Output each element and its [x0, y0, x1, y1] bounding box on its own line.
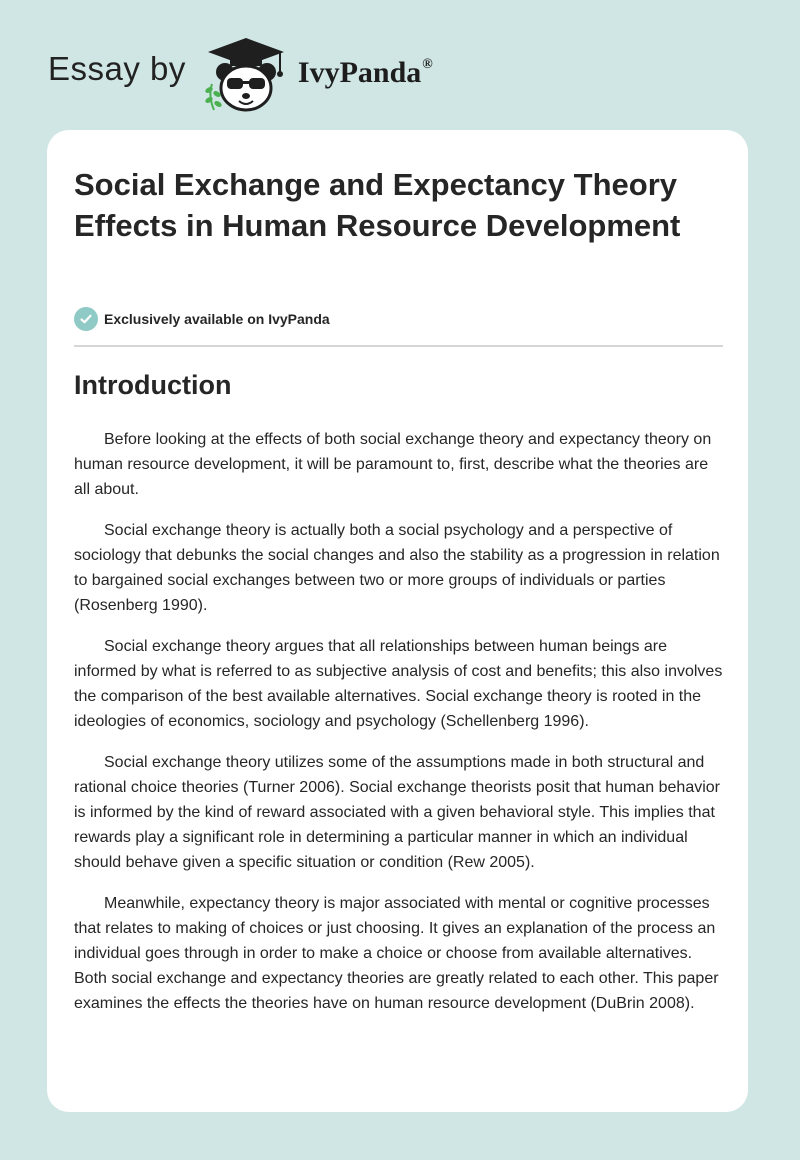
- brand-name[interactable]: IvyPanda®: [297, 56, 433, 89]
- paragraph: Social exchange theory argues that all relationships between human beings are informed by what is referred to as subjective analysis of cost and benefits; this also involves the comparison of the best available alternatives. Social exchange theory is rooted in the ideologies of economics, sociology and psychology (Schellenberg 1996).: [74, 638, 723, 730]
- site-header: [48, 34, 433, 114]
- essay-by-label: Essay by: [48, 50, 186, 87]
- section-heading-introduction: Introduction: [74, 370, 232, 400]
- registered-mark: ®: [422, 57, 433, 72]
- panda-logo-icon[interactable]: [200, 34, 292, 114]
- paragraph: Meanwhile, expectancy theory is major associated with mental or cognitive processes that relates to making of choices or just choosing. It gives an explanation of the process an individual goes through in order to make a choice or choose from available alternatives. Both social exchange and expectancy theories are greatly related to each other. This paper examines the effects the theories have on human resource development (DuBrin 2008).: [74, 895, 719, 1012]
- exclusive-badge: [74, 307, 330, 331]
- check-circle-icon: [74, 307, 98, 331]
- article-body: [74, 427, 724, 1032]
- paragraph: Social exchange theory is actually both a social psychology and a perspective of sociology that debunks the social changes and also the stability as a progression in relation to bargained social exchanges between two or more groups of individuals or parties (Rosenberg 1990).: [74, 522, 720, 614]
- article-card: [47, 130, 748, 1112]
- title-divider: [74, 345, 723, 347]
- paragraph: Before looking at the effects of both social exchange theory and expectancy theory on human resource development, it will be paramount to, first, describe what the theories are all about.: [74, 431, 712, 498]
- article-title: Social Exchange and Expectancy Theory Effects in Human Resource Development: [74, 167, 681, 243]
- exclusive-badge-label: Exclusively available on IvyPanda: [104, 311, 330, 327]
- paragraph: Social exchange theory utilizes some of the assumptions made in both structural and rational choice theories (Turner 2006). Social exchange theorists posit that human behavior is informed by the kind of reward associated with a given behavioral style. This implies that rewards play a significant role in determining a particular manner in which an individual should behave given a specific situation or condition (Rew 2005).: [74, 754, 720, 871]
